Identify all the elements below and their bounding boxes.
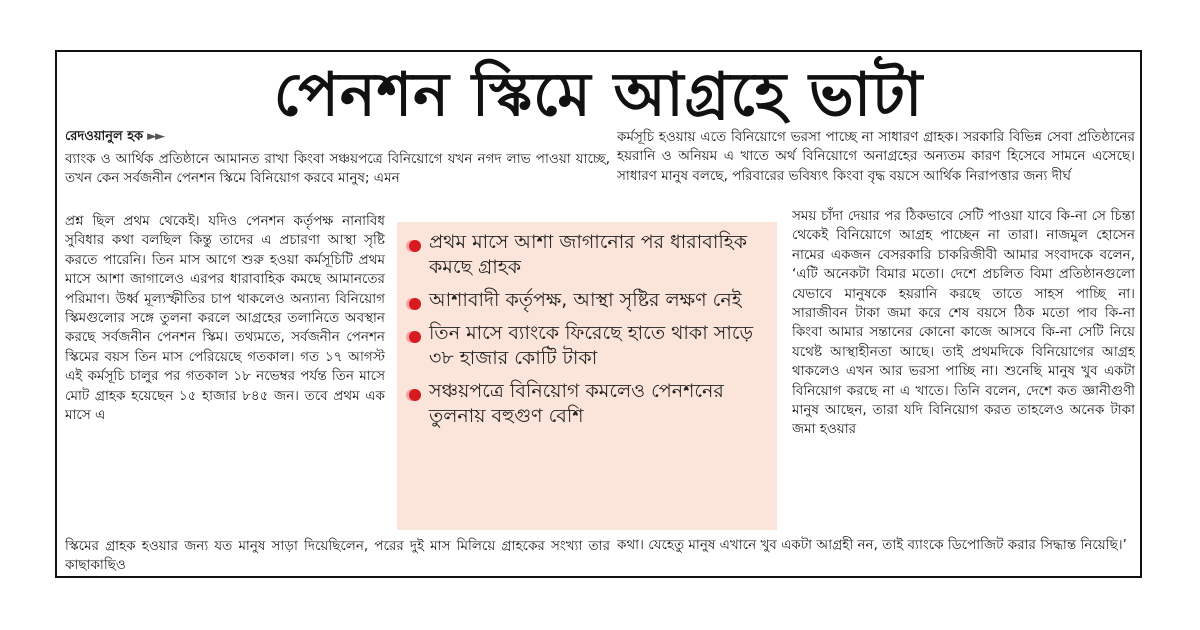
highlight-text: আশাবাদী কর্তৃপক্ষ, আস্থা সৃষ্টির লক্ষণ নেই	[429, 289, 742, 311]
right-column-body	[792, 207, 1135, 440]
newspaper-clipping	[55, 50, 1142, 578]
paragraph-left-bottom: স্কিমের গ্রাহক হওয়ার জন্য যত মানুষ সাড়া দিয়েছিলেন, পরের দুই মাস মিলিয়ে গ্রাহকের সংখ্যা তার কাছাকাছিও	[65, 538, 610, 574]
right-column-bottom	[617, 536, 1135, 555]
byline-arrows-icon: ►►	[147, 129, 164, 144]
highlight-item	[409, 379, 767, 429]
paragraph-left-body: প্রশ্ন ছিল প্রথম থেকেই। যদিও পেনশন কর্তৃপক্ষ নানাবিধ সুবিধার কথা বলছিল কিন্তু তাদের এ প্রচারণা আস্থা সৃষ্টি করতে পারেনি। তিন মাস আগে শুরু হওয়া কর্মসূচিটি প্রথম মাসে আশা জাগালেও এরপর ধারাবাহিক কমছে আমানতের পরিমাণ। উর্ধ্ব মূল্যস্ফীতির চাপ থাকলেও অন্যান্য বিনিয়োগ স্কিমগুলোর সঙ্গে তুলনা করলে আগ্রহের তলানিতে অবস্থান করছে সর্বজনীন পেনশন স্কিম। তথ্যমতে, সর্বজনীন পেনশন স্কিমের বয়স তিন মাস পেরিয়েছে গতকাল। গত ১৭ আগস্ট এই কর্মসূচি চালুর পর গতকাল ১৮ নভেম্বর পর্যন্ত তিন মাসে মোট গ্রাহক হয়েছেন ১৫ হাজার ৮৪৫ জন। তবে প্রথম এক মাসে এ	[65, 213, 385, 424]
highlight-text: সঞ্চয়পত্রে বিনিয়োগ কমলেও পেনশনের তুলনায় বহুগুণ বেশি	[429, 380, 724, 427]
highlight-text: তিন মাসে ব্যাংকে ফিরেছে হাতে থাকা সাড়ে ৩৮ হাজার কোটি টাকা	[429, 322, 754, 369]
paragraph-right-body: সময় চাঁদা দেয়ার পর ঠিকভাবে সেটি পাওয়া যাবে কি-না সে চিন্তা থেকেই বিনিয়োগে আগ্রহ পাচ্ছেন না তারা। নাজমুল হোসেন নামের একজন বেসরকারি চাকরিজীবী আমার সংবাদকে বলেন, ‘এটি অনেকটা বিমার মতো। দেশে প্রচলিত বিমা প্রতিষ্ঠানগুলো যেভাবে মানুষকে হয়রানি করছে তাতে সাহস পাচ্ছি না। সারাজীবন টাকা জমা করে শেষ বয়সে ঠিক মতো পাব কি-না কিংবা আমার সন্তানের কোনো কাজে আসবে কি-না সেটি নিয়ে যথেষ্ট আস্থাহীনতা আছে। তাই প্রথমদিকে বিনিয়োগের আগ্রহ থাকলেও এখন আর ভরসা পাচ্ছি না। শুনেছি মানুষ খুব একটা বিনিয়োগ করছে না এ খাতে। তিনি বলেন, দেশে কত জ্ঞানীগুণী মানুষ আছেন, তারা যদি বিনিয়োগ করত তাহলেও অনেক টাকা জমা হওয়ার	[792, 208, 1135, 438]
left-column-body	[65, 212, 385, 425]
paragraph-intro: ব্যাংক ও আর্থিক প্রতিষ্ঠানে আমানত রাখা কিংবা সঞ্চয়পত্রে বিনিয়োগে যখন নগদ লাভ পাওয়া যাচ্ছে, তখন কেন সর্বজনীন পেনশন স্কিমে বিনিয়োগ করবে মানুষ; এমন	[65, 151, 610, 187]
paragraph-right-bottom: কথা। যেহেতু মানুষ এখানে খুব একটা আগ্রহী নন, তাই ব্যাংকে ডিপোজিট করার সিদ্ধান্ত নিয়েছি।’	[617, 537, 1127, 553]
highlights-box	[397, 222, 777, 530]
highlight-item	[409, 321, 767, 371]
right-column-top	[617, 128, 1135, 186]
byline	[65, 128, 163, 146]
byline-author: রেদওয়ানুল হক	[65, 129, 144, 144]
left-column-bottom	[65, 537, 610, 576]
highlight-text: প্রথম মাসে আশা জাগানোর পর ধারাবাহিক কমছে গ্রাহক	[429, 231, 748, 278]
paragraph-right-top: কর্মসূচি হওয়ায় এতে বিনিয়োগে ভরসা পাচ্ছে না সাধারণ গ্রাহক। সরকারি বিভিন্ন সেবা প্রতিষ্ঠানের হয়রানি ও অনিয়ম এ খাতে অর্থ বিনিয়োগে অনাগ্রহের অন্যতম কারণ হিসেবে সামনে এসেছে। সাধারণ মানুষ বলছে, পরিবারের ভবিষ্যৎ কিংবা বৃদ্ধ বয়সে আর্থিক নিরাপত্তার জন্য দীর্ঘ	[617, 129, 1135, 184]
article-headline: পেনশন স্কিমে আগ্রহে ভাটা	[273, 60, 924, 130]
red-bullet-icon	[409, 389, 421, 401]
highlight-item	[409, 288, 767, 313]
red-bullet-icon	[409, 331, 421, 343]
highlight-item	[409, 230, 767, 280]
red-bullet-icon	[409, 298, 421, 310]
red-bullet-icon	[409, 240, 421, 252]
left-column-top	[65, 150, 610, 189]
